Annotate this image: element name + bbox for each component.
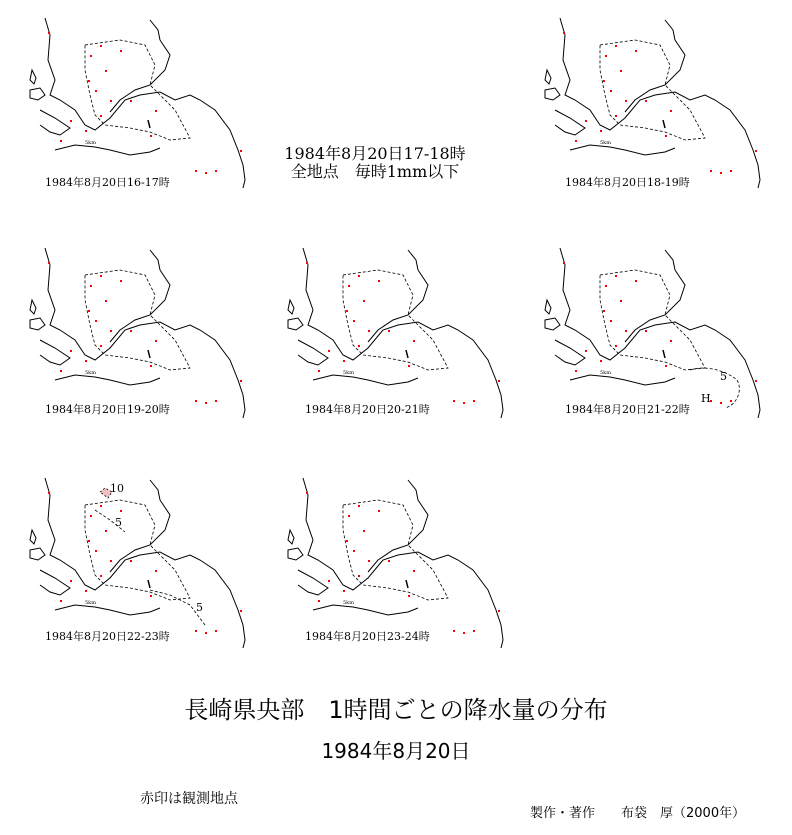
contour-label-10: 10 bbox=[110, 482, 124, 495]
panel-label: 1984年8月20日19-20時 bbox=[45, 403, 170, 416]
map-panel-19-20 bbox=[0, 230, 250, 430]
main-title: 長崎県央部 1時間ごとの降水量の分布 bbox=[184, 696, 608, 724]
contour-label: 5 bbox=[720, 370, 727, 383]
highlight-line2: 全地点 毎時1mm以下 bbox=[290, 162, 460, 181]
main-date: 1984年8月20日 bbox=[321, 739, 471, 763]
map-panel-23-24 bbox=[258, 460, 508, 660]
map-panel-20-21 bbox=[258, 230, 508, 430]
highlight-line1: 1984年8月20日17-18時 bbox=[284, 144, 466, 163]
map-20-21 bbox=[258, 230, 508, 430]
contour-label-high: H bbox=[701, 392, 711, 405]
map-panel-16-17 bbox=[0, 0, 250, 200]
scale-text: 5km bbox=[85, 140, 96, 146]
map-19-20 bbox=[0, 230, 250, 430]
map-panel-22-23 bbox=[0, 460, 250, 660]
panel-label: 1984年8月20日23-24時 bbox=[305, 630, 430, 643]
panel-label: 1984年8月20日20-21時 bbox=[305, 403, 430, 416]
scale-text: 5km bbox=[600, 370, 611, 376]
scale-text: 5km bbox=[343, 370, 354, 376]
contour-label-5a: 5 bbox=[115, 516, 122, 529]
map-panel-21-22 bbox=[515, 230, 765, 430]
panel-label: 1984年8月20日22-23時 bbox=[45, 630, 170, 643]
scale-text: 5km bbox=[343, 600, 354, 606]
map-panel-18-19 bbox=[515, 0, 765, 200]
map-18-19 bbox=[515, 0, 765, 200]
contour-label-5b: 5 bbox=[196, 601, 203, 614]
scale-text: 5km bbox=[85, 370, 96, 376]
credit-text: 製作・著作 布袋 厚（2000年） bbox=[530, 806, 746, 821]
legend-text: 赤印は観測地点 bbox=[140, 791, 238, 807]
map-21-22 bbox=[515, 230, 765, 430]
panel-label: 1984年8月20日18-19時 bbox=[565, 176, 690, 189]
panel-label: 1984年8月20日16-17時 bbox=[45, 176, 170, 189]
highlight-box bbox=[240, 145, 510, 181]
scale-text: 5km bbox=[85, 600, 96, 606]
scale-text: 5km bbox=[600, 140, 611, 146]
panel-label: 1984年8月20日21-22時 bbox=[565, 403, 690, 416]
map-16-17 bbox=[0, 0, 250, 200]
